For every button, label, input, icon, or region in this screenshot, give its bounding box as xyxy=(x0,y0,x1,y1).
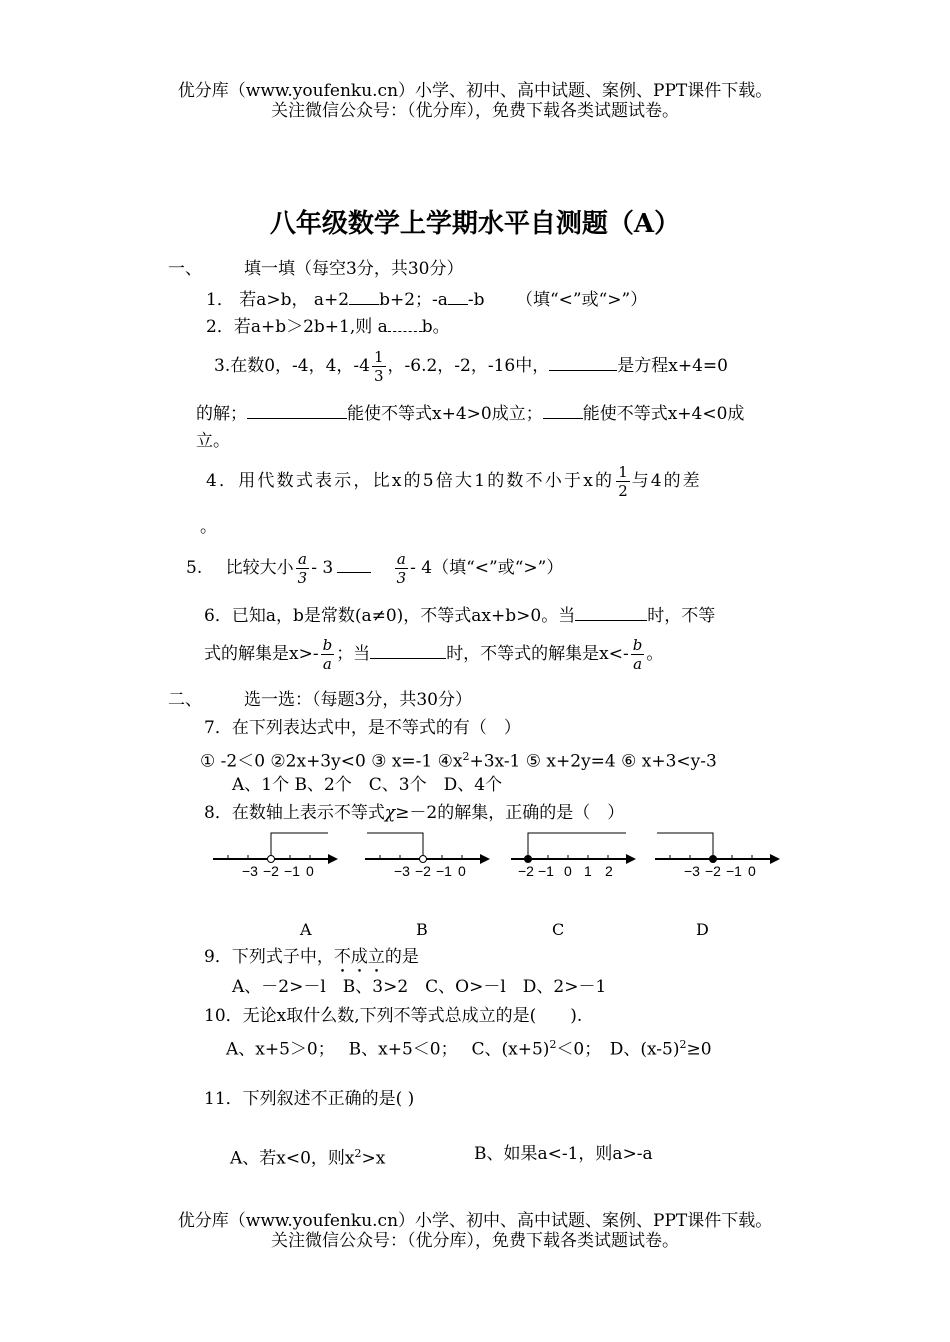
tick-label: 0 xyxy=(458,863,466,879)
tick-label: −1 xyxy=(284,863,300,879)
tick-label: 2 xyxy=(605,863,613,879)
tick-label: −2 xyxy=(705,863,721,879)
question-10-options: A、x+5＞0； B、x+5＜0； C、$(x+5)^2<0$； D、$(x-5)^2\ge 0$ xyxy=(226,1038,712,1060)
question-7: 7．在下列表达式中，是不等式的有（ ） xyxy=(204,718,521,738)
answer-blank xyxy=(549,354,617,371)
question-9-options: A、－2>－l B、3>2 C、O>－l D、2>－1 xyxy=(232,977,607,997)
question-4: 4．用代数式表示，比x的5倍大1的数不小于x的 $\frac{1}{2}$ 与4的差 xyxy=(206,463,702,500)
answer-blank xyxy=(448,288,468,305)
option-label-d: D xyxy=(696,920,709,939)
section-2-heading: 选一选：（每题3分，共30分） xyxy=(244,690,472,710)
question-4-end: 。 xyxy=(200,517,217,537)
fraction-a-over-3: $\frac{a}{3}$ xyxy=(396,550,407,587)
question-3-cont: 的解； 能使不等式x+4>0成立； 能使不等式x+4<0成 xyxy=(196,404,745,424)
answer-blank xyxy=(370,642,446,659)
footer-line-2: 关注微信公众号：（优分库），免费下载各类试题试卷。 xyxy=(271,1231,679,1251)
tick-label: −1 xyxy=(538,863,554,879)
number-line-c xyxy=(508,828,638,883)
answer-blank xyxy=(337,556,371,573)
fraction-one-half: $\frac{1}{2}$ xyxy=(618,463,628,500)
question-11-option-b: B、如果a<-1，则a>-a xyxy=(474,1144,653,1164)
tick-label: −2 xyxy=(415,863,431,879)
fraction-b-over-a: $\frac{b}{a}$ xyxy=(322,636,333,673)
question-5: 5. 比较大小 $\frac{a}{3}$ - 3 $\frac{a}{3}$ - 4（填“<”或“>”） xyxy=(186,550,564,587)
question-9: 9．下列式子中，不成立的是 xyxy=(204,947,419,967)
footer-line-1: 优分库（www.youfenku.cn）小学、初中、高中试题、案例、PPT课件下载。 xyxy=(177,1211,773,1231)
tick-label: −1 xyxy=(436,863,452,879)
question-3-end: 立。 xyxy=(196,431,230,451)
section-1-heading: 填一填（每空3分，共30分） xyxy=(244,259,464,279)
answer-blank xyxy=(543,402,583,419)
tick-label: 0 xyxy=(564,863,572,879)
option-label-a: A xyxy=(300,920,312,939)
question-2: 2．若a+b＞2b+1,则 a b。 xyxy=(206,317,450,337)
tick-label: −2 xyxy=(518,863,534,879)
question-3: 3.在数0，-4，4，-4 $\frac{1}{3}$ ，-6.2，-2，-16中， 是方程x+4=0 xyxy=(214,348,728,385)
question-1: 1． 若a>b， a+2 b+2；-a -b （填“<”或“>”） xyxy=(206,290,648,310)
fraction-b-over-a: $\frac{b}{a}$ xyxy=(632,636,643,673)
question-10: 10．无论x取什么数,下列不等式总成立的是( ). xyxy=(204,1006,583,1026)
option-label-b: B xyxy=(416,920,428,939)
tick-label: −2 xyxy=(263,863,279,879)
answer-blank xyxy=(575,604,647,621)
number-line-d xyxy=(652,828,782,883)
header-line-2: 关注微信公众号：（优分库），免费下载各类试题试卷。 xyxy=(271,101,679,121)
option-label-c: C xyxy=(552,920,565,939)
header-line-1: 优分库（www.youfenku.cn）小学、初中、高中试题、案例、PPT课件下载。 xyxy=(177,81,773,101)
number-line-b xyxy=(362,828,492,883)
page-title: 八年级数学上学期水平自测题（A） xyxy=(269,209,681,239)
tick-label: −3 xyxy=(242,863,258,879)
fraction-a-over-3: $\frac{a}{3}$ xyxy=(297,550,308,587)
question-7-options: A、1个 B、2个 C、3个 D、4个 xyxy=(232,775,503,795)
fraction-one-third: $\frac{1}{3}$ xyxy=(373,348,384,385)
tick-label: −3 xyxy=(394,863,410,879)
question-6: 6．已知a，b是常数(a≠0)，不等式ax+b>0。当 时，不等 xyxy=(204,606,716,626)
question-6-cont: 式的解集是x>- $\frac{b}{a}$ ；当 时，不等式的解集是x<- $\frac{b}{a}$ 。 xyxy=(204,636,664,673)
section-1-number: 一、 xyxy=(168,259,202,279)
tick-label: −1 xyxy=(726,863,742,879)
question-11: 11．下列叙述不正确的是( ) xyxy=(204,1089,415,1109)
answer-blank xyxy=(349,288,379,305)
tick-label: 0 xyxy=(748,863,756,879)
number-line-a xyxy=(210,828,340,883)
question-7-items: ① -2＜0 ②2x+3y<0 ③ x=-1 $④x^2+3x-1$ ⑤ x+2y=4 ⑥ x+3<y-3 xyxy=(200,750,717,772)
question-11-option-a: A、若x<0，则$x^2>x$ xyxy=(230,1147,386,1169)
tick-label: −3 xyxy=(684,863,700,879)
tick-label: 0 xyxy=(306,863,314,879)
answer-blank xyxy=(247,402,347,419)
answer-blank xyxy=(388,321,422,332)
question-8: 8．在数轴上表示不等式χ≥－2的解集，正确的是（ ） xyxy=(204,803,625,823)
section-2-number: 二、 xyxy=(168,690,202,710)
tick-label: 1 xyxy=(584,863,592,879)
